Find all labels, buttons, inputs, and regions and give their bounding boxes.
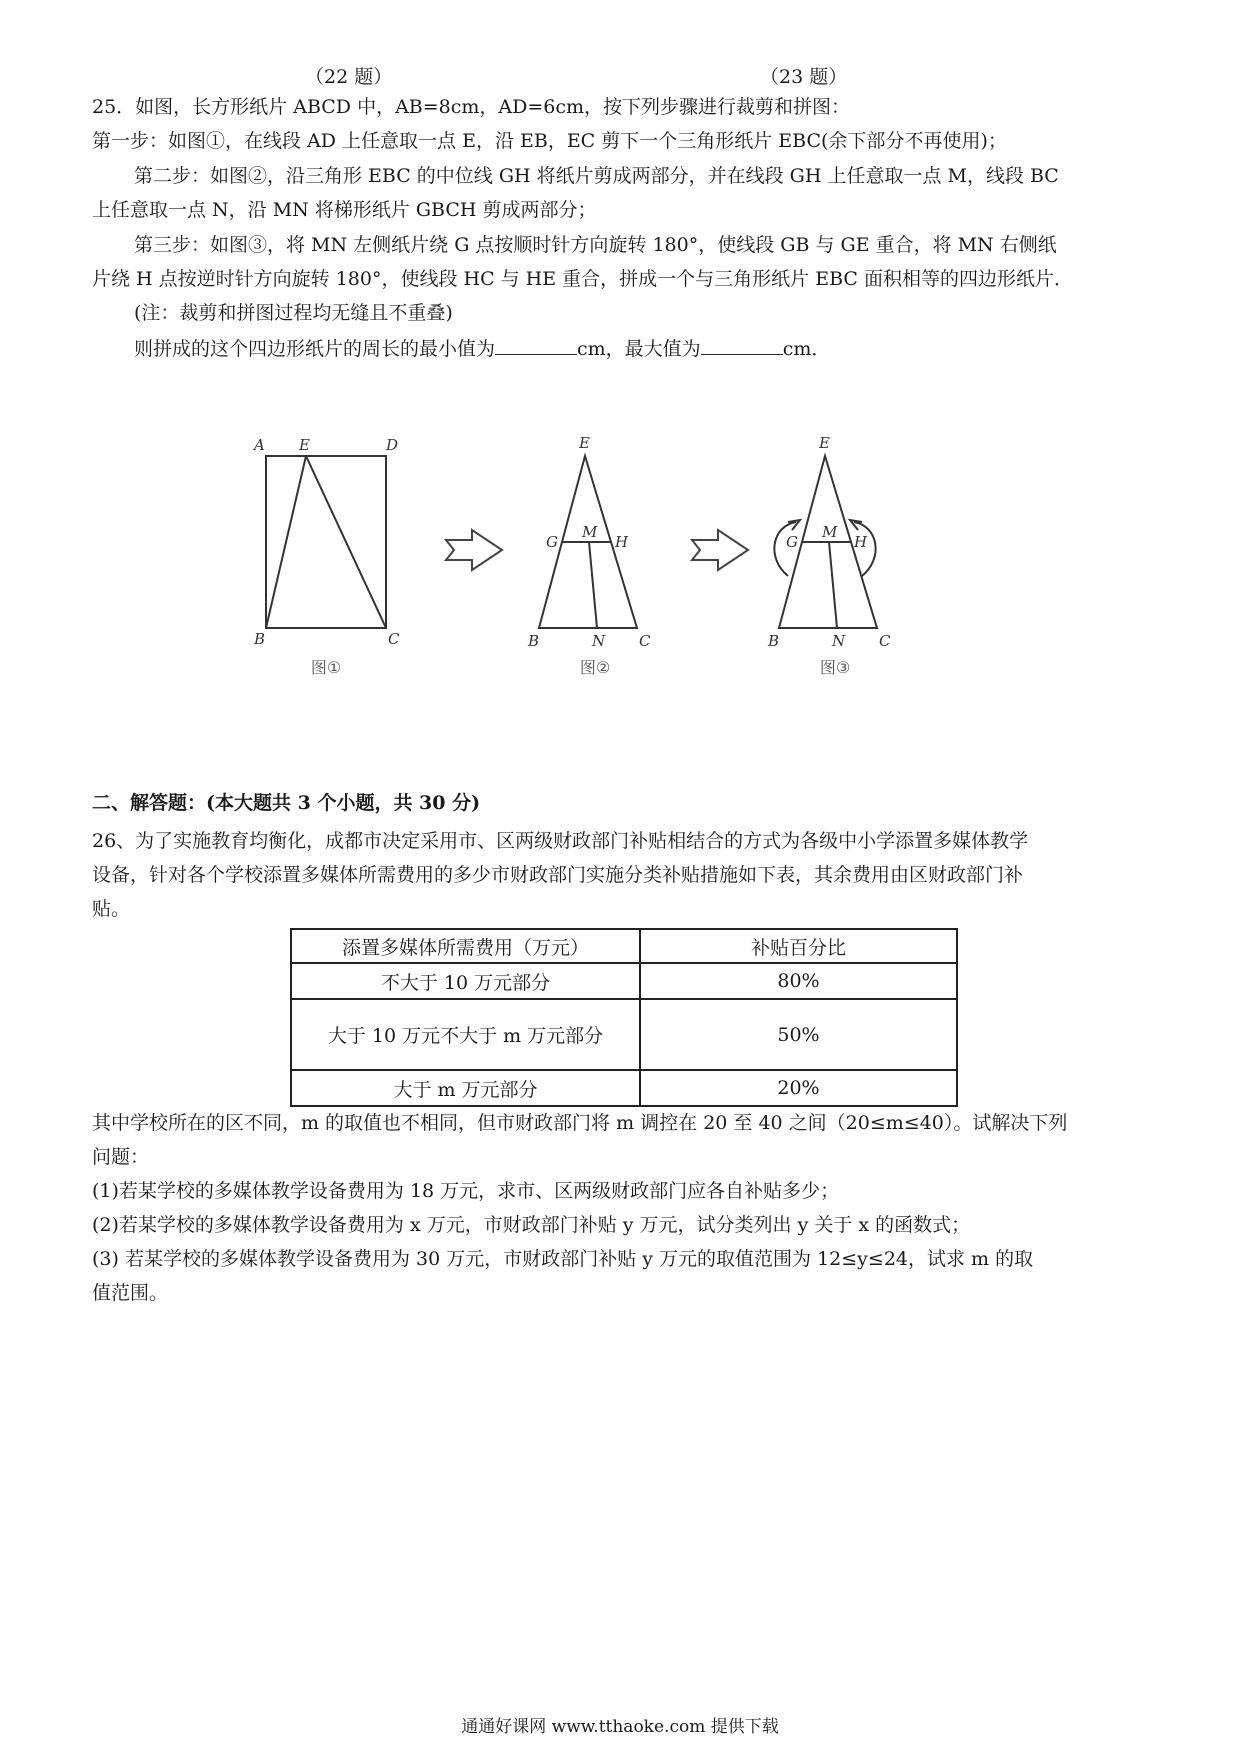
table-header-row: [291, 929, 957, 963]
arrowhead-icon: [850, 520, 862, 530]
q26-part-3b: 值范围。: [92, 1282, 169, 1304]
fig1-segment-ec: [306, 456, 386, 628]
table-header-cell: 补贴百分比: [640, 929, 957, 963]
ref-q22: （22 题）: [305, 66, 393, 88]
fig3-label-c: C: [879, 632, 891, 650]
table-header-cell: 添置多媒体所需费用（万元）: [291, 929, 640, 963]
fig3-label-g: G: [786, 533, 798, 551]
fig2-label-b: B: [528, 632, 540, 650]
ref-q23: （23 题）: [760, 66, 848, 88]
figure-1: [266, 456, 386, 628]
subsidy-table: [290, 928, 958, 1107]
q25-answer-text-a: 则拼成的这个四边形纸片的周长的最小值为: [134, 338, 496, 360]
arrowhead-icon: [788, 520, 800, 530]
q25-answer-text-b: cm，最大值为: [577, 338, 701, 360]
q26-part-1: (1)若某学校的多媒体教学设备费用为 18 万元，求市、区两级财政部门应各自补贴多少；: [92, 1180, 840, 1202]
q26-line-2: 设备，针对各个学校添置多媒体所需费用的多少市财政部门实施分类补贴措施如下表，其余费用由区财政部门补: [92, 864, 1024, 886]
q25-line-6: 片绕 H 点按逆时针方向旋转 180°，使线段 HC 与 HE 重合，拼成一个与三角形纸片 EBC 面积相等的四边形纸片．: [92, 268, 1073, 290]
q26-after-1: 其中学校所在的区不同，m 的取值也不相同，但市财政部门将 m 调控在 20 至 40 之间（20≤m≤40）。试解决下列: [92, 1112, 1068, 1134]
table-cell: 50%: [640, 999, 957, 1070]
q26-part-2: (2)若某学校的多媒体教学设备费用为 x 万元，市财政部门补贴 y 万元，试分类列出 y 关于 x 的函数式；: [92, 1214, 971, 1236]
fig3-label-h: H: [854, 533, 868, 551]
table-cell: 大于 m 万元部分: [291, 1070, 640, 1106]
fig2-segment-mn: [589, 542, 597, 628]
fig1-label-e: E: [299, 436, 310, 454]
q25-line-2: 第一步：如图①，在线段 AD 上任意取一点 E，沿 EB，EC 剪下一个三角形纸片 EBC(余下部分不再使用)；: [92, 130, 1007, 152]
arrow-right-icon: [446, 530, 502, 570]
fig3-label-e: E: [819, 434, 830, 452]
table-cell: 20%: [640, 1070, 957, 1106]
q26-line-1: 26、为了实施教育均衡化，成都市决定采用市、区两级财政部门补贴相结合的方式为各级中小学添置多媒体教学: [92, 830, 1029, 852]
q26-part-3a: (3) 若某学校的多媒体教学设备费用为 30 万元，市财政部门补贴 y 万元的取值范围为 12≤y≤24，试求 m 的取: [92, 1248, 1034, 1270]
fig3-label-m: M: [822, 523, 838, 541]
fig3-label-b: B: [768, 632, 780, 650]
fig1-label-c: C: [388, 630, 400, 648]
fig2-label-g: G: [546, 533, 558, 551]
answer-blank-max[interactable]: [701, 334, 783, 355]
fig2-label-e: E: [579, 434, 590, 452]
q25-line-1: 25．如图，长方形纸片 ABCD 中，AB=8cm，AD=6cm，按下列步骤进行裁剪和拼图：: [92, 96, 851, 118]
fig3-label-n: N: [832, 632, 846, 650]
fig2-label-n: N: [592, 632, 606, 650]
fig1-rectangle: [266, 456, 386, 628]
q26-line-3: 贴。: [92, 898, 131, 920]
q25-note: (注：裁剪和拼图过程均无缝且不重叠): [134, 302, 453, 324]
q25-line-3: 第二步：如图②，沿三角形 EBC 的中位线 GH 将纸片剪成两部分，并在线段 GH 上任意取一点 M，线段 BC: [134, 165, 1059, 187]
arrow-right-icon: [692, 530, 748, 570]
fig1-label-a: A: [254, 436, 265, 454]
answer-blank-min[interactable]: [495, 334, 577, 355]
fig3-caption: 图③: [819, 658, 851, 677]
table-cell: 80%: [640, 963, 957, 999]
table-cell: 不大于 10 万元部分: [291, 963, 640, 999]
q25-line-4: 上任意取一点 N，沿 MN 将梯形纸片 GBCH 剪成两部分；: [92, 199, 597, 221]
fig1-label-b: B: [254, 630, 266, 648]
fig1-label-d: D: [386, 436, 399, 454]
fig1-caption: 图①: [310, 658, 342, 677]
q25-line-5: 第三步：如图③，将 MN 左侧纸片绕 G 点按顺时针方向旋转 180°，使线段 GB 与 GE 重合，将 MN 右侧纸: [134, 234, 1057, 256]
table-row: [291, 1070, 957, 1106]
table-row: [291, 999, 957, 1070]
fig3-segment-mn: [829, 542, 837, 628]
fig2-label-c: C: [639, 632, 651, 650]
figures-panel: [240, 430, 1000, 690]
fig1-segment-eb: [266, 456, 306, 628]
q26-after-2: 问题：: [92, 1146, 150, 1168]
table-cell: 大于 10 万元不大于 m 万元部分: [291, 999, 640, 1070]
figures-svg: [240, 430, 1000, 690]
fig2-label-m: M: [582, 523, 598, 541]
q25-answer-text-c: cm．: [782, 338, 831, 360]
q25-answer-line: [134, 334, 830, 362]
table-row: [291, 963, 957, 999]
footer-credit: 通通好课网 www.tthaoke.com 提供下载: [461, 1717, 779, 1737]
fig2-label-h: H: [615, 533, 629, 551]
section-2-title: 二、解答题：(本大题共 3 个小题，共 30 分): [92, 792, 481, 814]
fig2-caption: 图②: [579, 658, 611, 677]
